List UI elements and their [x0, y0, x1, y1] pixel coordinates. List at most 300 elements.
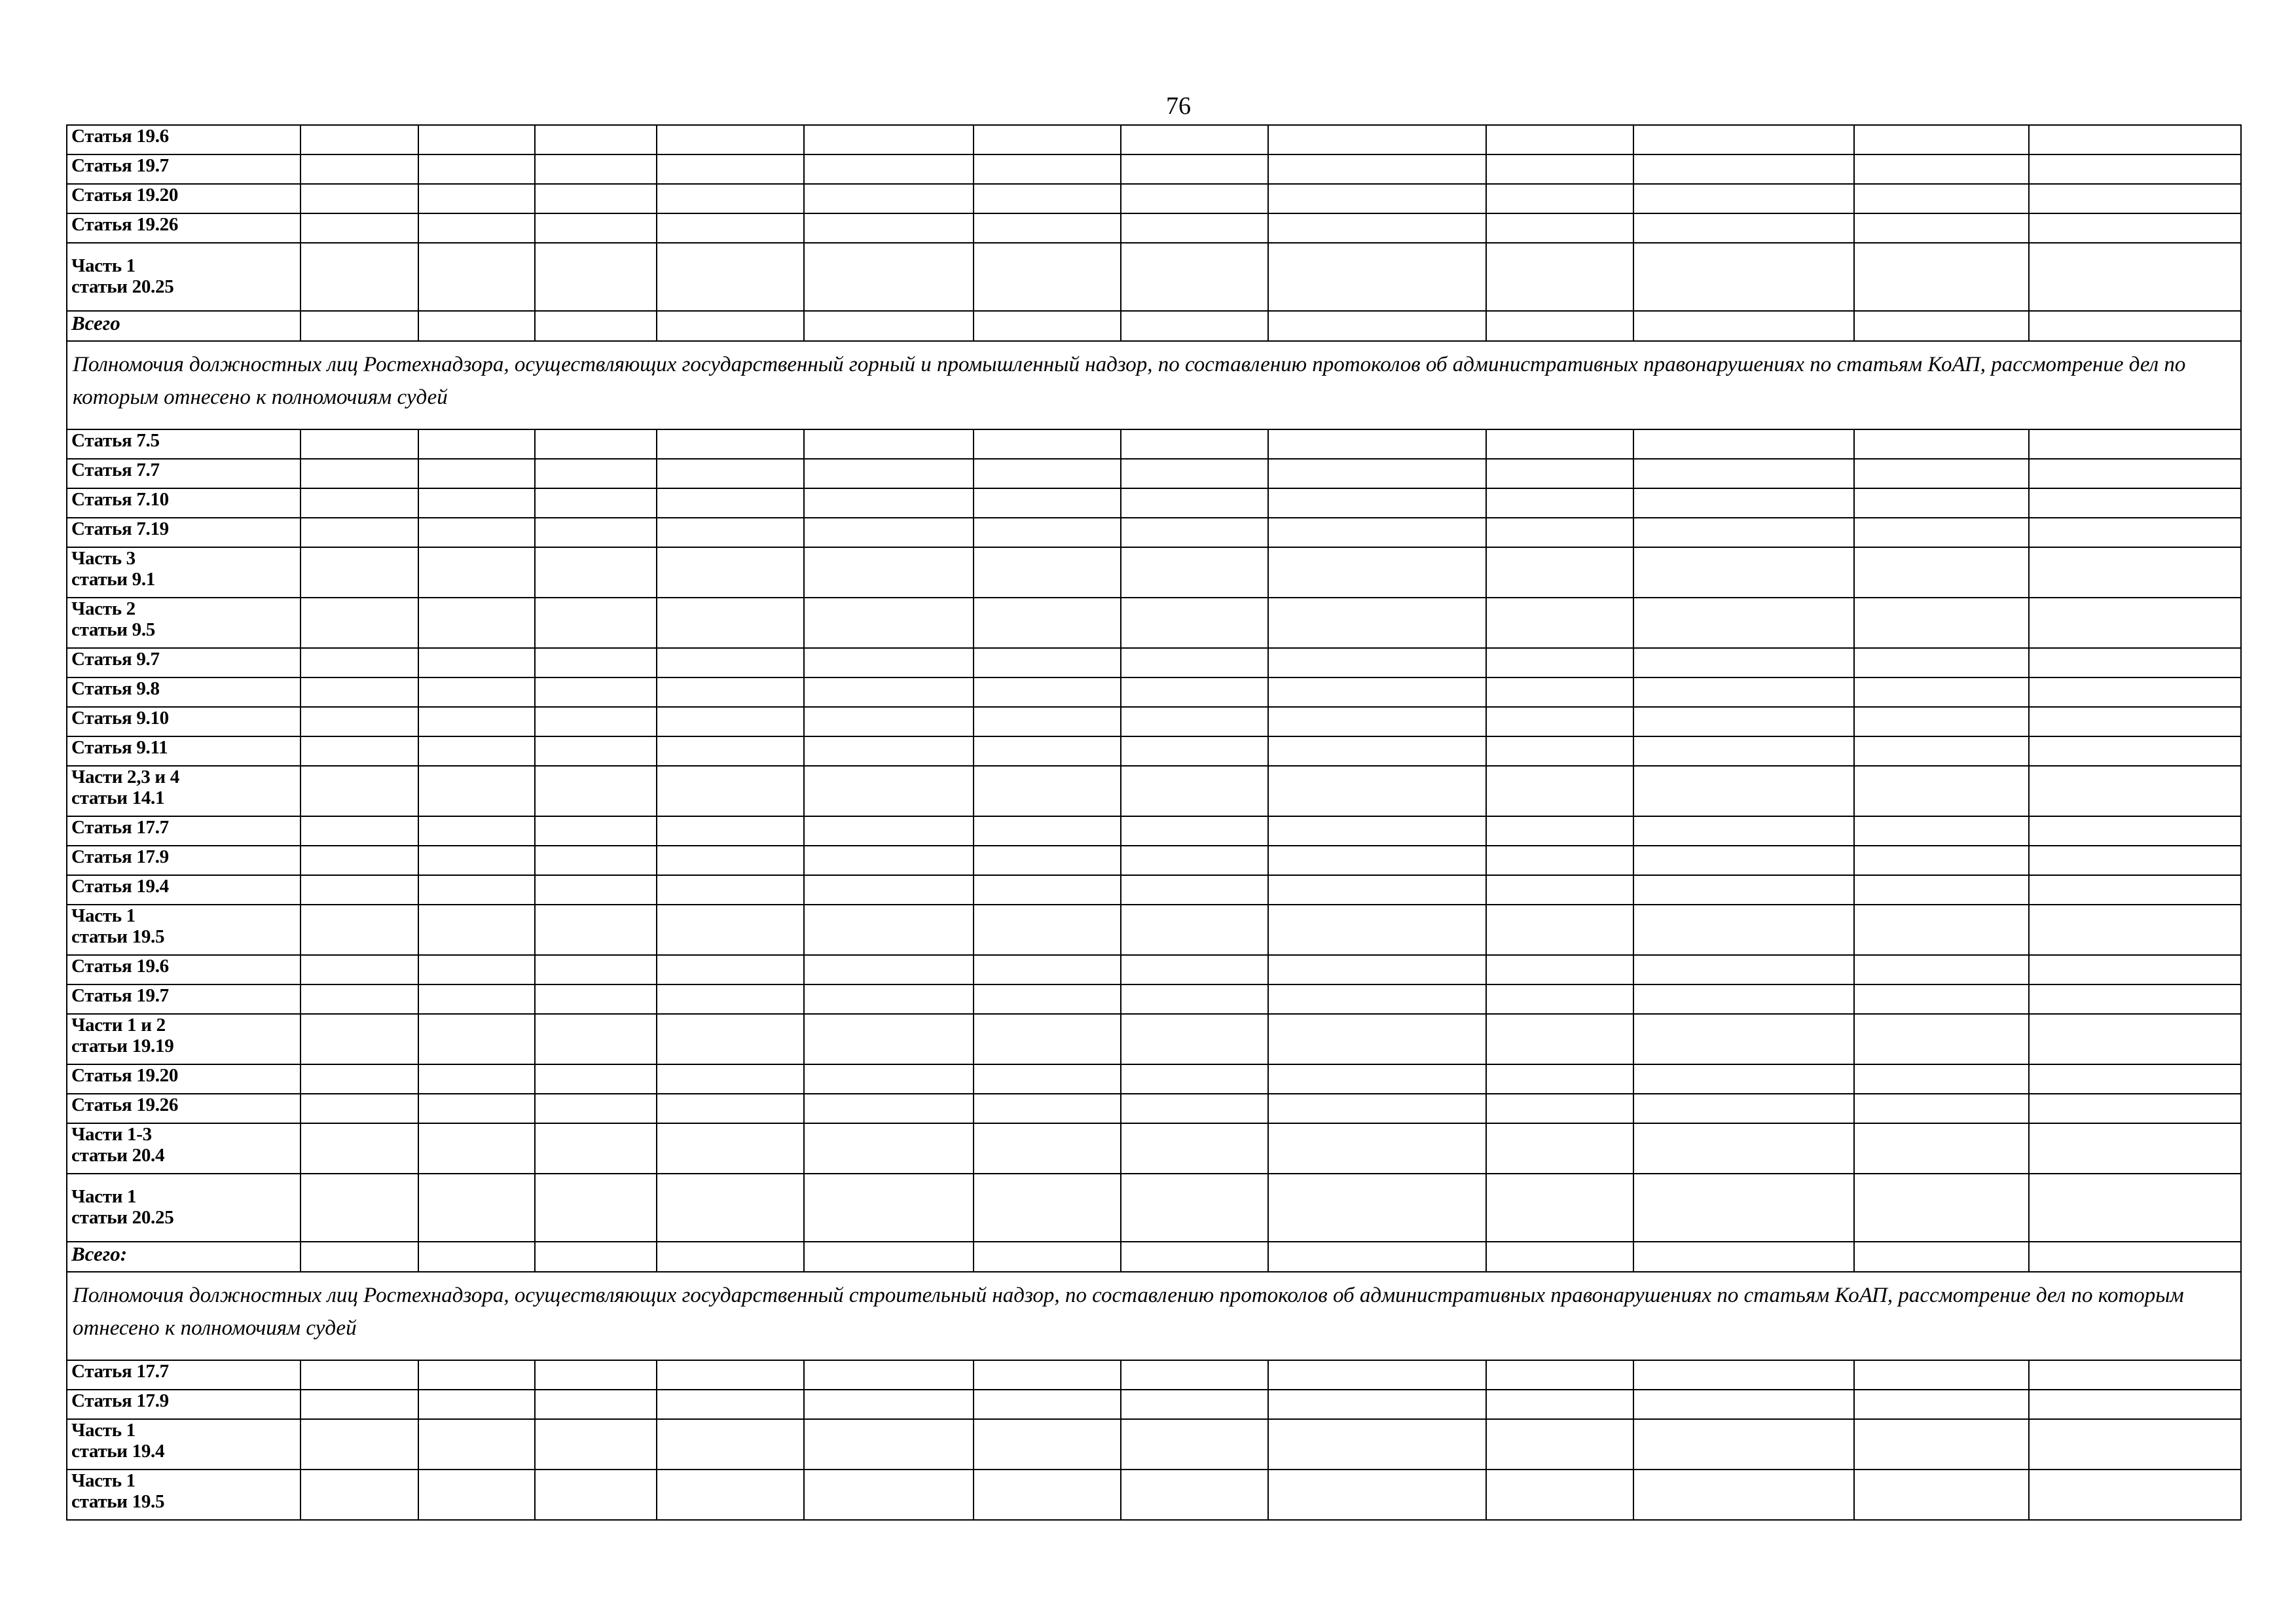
- empty-cell: [2029, 905, 2241, 955]
- empty-cell: [1268, 1390, 1486, 1419]
- empty-cell: [657, 955, 804, 984]
- empty-cell: [1633, 1064, 1854, 1094]
- empty-cell: [535, 1064, 657, 1094]
- empty-cell: [974, 736, 1121, 766]
- empty-cell: [2029, 875, 2241, 905]
- empty-cell: [2029, 154, 2241, 184]
- empty-cell: [657, 677, 804, 707]
- empty-cell: [1486, 213, 1633, 243]
- empty-cell: [1854, 816, 2029, 846]
- empty-cell: [535, 984, 657, 1014]
- empty-cell: [657, 1174, 804, 1242]
- empty-cell: [1268, 875, 1486, 905]
- empty-cell: [1121, 766, 1268, 816]
- empty-cell: [1121, 213, 1268, 243]
- row-label: Статья 9.10: [67, 707, 301, 736]
- row-label: Статья 7.10: [67, 488, 301, 518]
- empty-cell: [1268, 1014, 1486, 1064]
- empty-cell: [1268, 1242, 1486, 1272]
- empty-cell: [1854, 213, 2029, 243]
- empty-cell: [1268, 1470, 1486, 1520]
- empty-cell: [1633, 1174, 1854, 1242]
- empty-cell: [1633, 955, 1854, 984]
- empty-cell: [2029, 816, 2241, 846]
- empty-cell: [418, 518, 535, 547]
- empty-cell: [1121, 648, 1268, 677]
- empty-cell: [1854, 184, 2029, 213]
- empty-cell: [1854, 154, 2029, 184]
- empty-cell: [1486, 1094, 1633, 1123]
- row-label: Статья 17.7: [67, 1360, 301, 1390]
- empty-cell: [804, 1360, 974, 1390]
- empty-cell: [1268, 984, 1486, 1014]
- empty-cell: [974, 1123, 1121, 1174]
- empty-cell: [1633, 1360, 1854, 1390]
- empty-cell: [1633, 125, 1854, 154]
- empty-cell: [1633, 1390, 1854, 1419]
- empty-cell: [418, 648, 535, 677]
- empty-cell: [535, 736, 657, 766]
- empty-cell: [1121, 1174, 1268, 1242]
- empty-cell: [2029, 1064, 2241, 1094]
- empty-cell: [974, 311, 1121, 341]
- empty-cell: [535, 598, 657, 648]
- row-label: Статья 19.7: [67, 154, 301, 184]
- empty-cell: [804, 1014, 974, 1064]
- empty-cell: [1268, 311, 1486, 341]
- empty-cell: [301, 905, 418, 955]
- empty-cell: [1633, 677, 1854, 707]
- empty-cell: [1268, 1360, 1486, 1390]
- empty-cell: [1121, 1014, 1268, 1064]
- empty-cell: [974, 1094, 1121, 1123]
- empty-cell: [974, 1419, 1121, 1470]
- table-row: [67, 1390, 2241, 1419]
- empty-cell: [535, 429, 657, 459]
- empty-cell: [301, 677, 418, 707]
- empty-cell: [804, 905, 974, 955]
- empty-cell: [301, 1094, 418, 1123]
- empty-cell: [301, 984, 418, 1014]
- empty-cell: [657, 875, 804, 905]
- empty-cell: [1268, 429, 1486, 459]
- empty-cell: [535, 816, 657, 846]
- empty-cell: [804, 1174, 974, 1242]
- empty-cell: [1121, 429, 1268, 459]
- empty-cell: [974, 154, 1121, 184]
- empty-cell: [301, 736, 418, 766]
- empty-cell: [535, 154, 657, 184]
- empty-cell: [657, 598, 804, 648]
- table-row: [67, 1360, 2241, 1390]
- empty-cell: [1486, 984, 1633, 1014]
- empty-cell: [974, 707, 1121, 736]
- empty-cell: [804, 311, 974, 341]
- empty-cell: [418, 125, 535, 154]
- empty-cell: [301, 311, 418, 341]
- empty-cell: [418, 547, 535, 598]
- empty-cell: [974, 125, 1121, 154]
- empty-cell: [1633, 518, 1854, 547]
- empty-cell: [2029, 125, 2241, 154]
- empty-cell: [1854, 1094, 2029, 1123]
- empty-cell: [2029, 547, 2241, 598]
- empty-cell: [418, 311, 535, 341]
- empty-cell: [1486, 1470, 1633, 1520]
- empty-cell: [804, 1470, 974, 1520]
- table-row: [67, 846, 2241, 875]
- empty-cell: [974, 875, 1121, 905]
- empty-cell: [418, 1419, 535, 1470]
- empty-cell: [1268, 518, 1486, 547]
- section-title: Полномочия должностных лиц Ростехнадзора, осуществляющих государственный горный и промышленный надзор, по составлению протоколов об административных правонарушениях по статьям КоАП, рассмотрение дел по которым отнесено к полномочиям судей: [67, 341, 2241, 429]
- empty-cell: [804, 1390, 974, 1419]
- empty-cell: [2029, 984, 2241, 1014]
- empty-cell: [301, 1390, 418, 1419]
- empty-cell: [1486, 677, 1633, 707]
- empty-cell: [535, 125, 657, 154]
- empty-cell: [1268, 648, 1486, 677]
- empty-cell: [418, 1470, 535, 1520]
- empty-cell: [1486, 1360, 1633, 1390]
- empty-cell: [657, 648, 804, 677]
- total-label: Всего: [67, 311, 301, 341]
- empty-cell: [657, 154, 804, 184]
- empty-cell: [301, 154, 418, 184]
- empty-cell: [2029, 184, 2241, 213]
- empty-cell: [974, 648, 1121, 677]
- empty-cell: [1486, 429, 1633, 459]
- empty-cell: [1854, 905, 2029, 955]
- table-row: [67, 766, 2241, 816]
- empty-cell: [1633, 213, 1854, 243]
- empty-cell: [974, 547, 1121, 598]
- empty-cell: [2029, 1174, 2241, 1242]
- empty-cell: [1633, 766, 1854, 816]
- empty-cell: [1121, 1419, 1268, 1470]
- empty-cell: [1268, 766, 1486, 816]
- empty-cell: [1633, 1094, 1854, 1123]
- empty-cell: [2029, 213, 2241, 243]
- table-row: [67, 1470, 2241, 1520]
- empty-cell: [535, 1242, 657, 1272]
- empty-cell: [1633, 243, 1854, 311]
- empty-cell: [1268, 547, 1486, 598]
- empty-cell: [301, 1419, 418, 1470]
- empty-cell: [2029, 1094, 2241, 1123]
- empty-cell: [2029, 707, 2241, 736]
- empty-cell: [1121, 905, 1268, 955]
- table-row: [67, 598, 2241, 648]
- empty-cell: [1486, 1064, 1633, 1094]
- empty-cell: [657, 1242, 804, 1272]
- empty-cell: [1486, 905, 1633, 955]
- empty-cell: [418, 213, 535, 243]
- empty-cell: [1121, 1470, 1268, 1520]
- empty-cell: [418, 154, 535, 184]
- empty-cell: [2029, 846, 2241, 875]
- row-label: Статья 7.19: [67, 518, 301, 547]
- table-row: [67, 547, 2241, 598]
- empty-cell: [804, 1064, 974, 1094]
- empty-cell: [804, 213, 974, 243]
- empty-cell: [1121, 1242, 1268, 1272]
- empty-cell: [418, 243, 535, 311]
- empty-cell: [301, 547, 418, 598]
- empty-cell: [535, 518, 657, 547]
- empty-cell: [804, 598, 974, 648]
- empty-cell: [1121, 846, 1268, 875]
- row-label: Статья 9.11: [67, 736, 301, 766]
- empty-cell: [804, 488, 974, 518]
- empty-cell: [535, 547, 657, 598]
- empty-cell: [1121, 459, 1268, 488]
- empty-cell: [804, 707, 974, 736]
- empty-cell: [2029, 1014, 2241, 1064]
- empty-cell: [1121, 984, 1268, 1014]
- table-row: [67, 816, 2241, 846]
- empty-cell: [1854, 1242, 2029, 1272]
- empty-cell: [301, 213, 418, 243]
- empty-cell: [418, 1014, 535, 1064]
- empty-cell: [1486, 125, 1633, 154]
- empty-cell: [804, 677, 974, 707]
- empty-cell: [2029, 429, 2241, 459]
- empty-cell: [535, 1470, 657, 1520]
- empty-cell: [804, 1123, 974, 1174]
- empty-cell: [1486, 459, 1633, 488]
- table-row: [67, 1123, 2241, 1174]
- empty-cell: [804, 816, 974, 846]
- total-row: [67, 311, 2241, 341]
- empty-cell: [301, 1360, 418, 1390]
- empty-cell: [1121, 707, 1268, 736]
- empty-cell: [657, 707, 804, 736]
- empty-cell: [1633, 707, 1854, 736]
- empty-cell: [1854, 846, 2029, 875]
- empty-cell: [1268, 955, 1486, 984]
- empty-cell: [2029, 677, 2241, 707]
- empty-cell: [301, 1014, 418, 1064]
- row-label: Статья 17.7: [67, 816, 301, 846]
- row-label: Части 2,3 и 4 статьи 14.1: [67, 766, 301, 816]
- row-label: Статья 9.8: [67, 677, 301, 707]
- table-row: [67, 243, 2241, 311]
- empty-cell: [657, 518, 804, 547]
- empty-cell: [804, 1094, 974, 1123]
- empty-cell: [1268, 125, 1486, 154]
- empty-cell: [535, 1390, 657, 1419]
- empty-cell: [657, 488, 804, 518]
- empty-cell: [974, 459, 1121, 488]
- empty-cell: [1486, 875, 1633, 905]
- empty-cell: [1486, 1014, 1633, 1064]
- empty-cell: [301, 648, 418, 677]
- empty-cell: [657, 1470, 804, 1520]
- empty-cell: [1268, 213, 1486, 243]
- row-label: Части 1-3 статьи 20.4: [67, 1123, 301, 1174]
- row-label: Часть 1 статьи 19.5: [67, 905, 301, 955]
- empty-cell: [804, 547, 974, 598]
- empty-cell: [974, 488, 1121, 518]
- empty-cell: [974, 1470, 1121, 1520]
- empty-cell: [535, 459, 657, 488]
- empty-cell: [1268, 816, 1486, 846]
- table-row: [67, 1014, 2241, 1064]
- empty-cell: [804, 184, 974, 213]
- empty-cell: [974, 1242, 1121, 1272]
- empty-cell: [974, 1360, 1121, 1390]
- table-row: [67, 875, 2241, 905]
- empty-cell: [2029, 955, 2241, 984]
- empty-cell: [2029, 736, 2241, 766]
- table-row: [67, 125, 2241, 154]
- table-row: [67, 1094, 2241, 1123]
- section-header-row: [67, 341, 2241, 429]
- empty-cell: [657, 1064, 804, 1094]
- empty-cell: [535, 707, 657, 736]
- empty-cell: [1854, 311, 2029, 341]
- empty-cell: [1633, 736, 1854, 766]
- row-label: Части 1 и 2 статьи 19.19: [67, 1014, 301, 1064]
- empty-cell: [1486, 816, 1633, 846]
- empty-cell: [1854, 1014, 2029, 1064]
- empty-cell: [657, 243, 804, 311]
- empty-cell: [1486, 518, 1633, 547]
- empty-cell: [418, 846, 535, 875]
- empty-cell: [1121, 816, 1268, 846]
- row-label: Часть 3 статьи 9.1: [67, 547, 301, 598]
- empty-cell: [1121, 736, 1268, 766]
- empty-cell: [1633, 1123, 1854, 1174]
- empty-cell: [301, 707, 418, 736]
- empty-cell: [418, 816, 535, 846]
- empty-cell: [1854, 125, 2029, 154]
- empty-cell: [2029, 518, 2241, 547]
- empty-cell: [2029, 488, 2241, 518]
- empty-cell: [1486, 1419, 1633, 1470]
- empty-cell: [1268, 459, 1486, 488]
- empty-cell: [1486, 736, 1633, 766]
- empty-cell: [1854, 984, 2029, 1014]
- table-row: [67, 459, 2241, 488]
- empty-cell: [804, 875, 974, 905]
- empty-cell: [535, 243, 657, 311]
- table-row: [67, 518, 2241, 547]
- empty-cell: [1486, 707, 1633, 736]
- empty-cell: [301, 429, 418, 459]
- empty-cell: [657, 1123, 804, 1174]
- empty-cell: [804, 846, 974, 875]
- empty-cell: [1121, 154, 1268, 184]
- empty-cell: [1633, 154, 1854, 184]
- empty-cell: [418, 459, 535, 488]
- empty-cell: [974, 184, 1121, 213]
- empty-cell: [974, 243, 1121, 311]
- empty-cell: [1854, 736, 2029, 766]
- empty-cell: [1633, 1419, 1854, 1470]
- empty-cell: [974, 984, 1121, 1014]
- empty-cell: [1854, 1174, 2029, 1242]
- empty-cell: [1633, 816, 1854, 846]
- empty-cell: [1121, 955, 1268, 984]
- empty-cell: [418, 1390, 535, 1419]
- empty-cell: [1854, 488, 2029, 518]
- page-number: 76: [1166, 92, 1191, 120]
- empty-cell: [1121, 1064, 1268, 1094]
- empty-cell: [1633, 1242, 1854, 1272]
- empty-cell: [974, 955, 1121, 984]
- empty-cell: [2029, 766, 2241, 816]
- empty-cell: [657, 1014, 804, 1064]
- table-row: [67, 984, 2241, 1014]
- empty-cell: [657, 1094, 804, 1123]
- empty-cell: [301, 955, 418, 984]
- empty-cell: [974, 1390, 1121, 1419]
- empty-cell: [657, 459, 804, 488]
- empty-cell: [2029, 1360, 2241, 1390]
- empty-cell: [657, 213, 804, 243]
- empty-cell: [657, 125, 804, 154]
- empty-cell: [1854, 955, 2029, 984]
- empty-cell: [1268, 1064, 1486, 1094]
- empty-cell: [1854, 243, 2029, 311]
- empty-cell: [657, 1419, 804, 1470]
- empty-cell: [301, 1064, 418, 1094]
- table-row: [67, 213, 2241, 243]
- empty-cell: [804, 648, 974, 677]
- empty-cell: [1486, 598, 1633, 648]
- empty-cell: [974, 677, 1121, 707]
- empty-cell: [1854, 429, 2029, 459]
- empty-cell: [804, 459, 974, 488]
- empty-cell: [1633, 184, 1854, 213]
- empty-cell: [1268, 736, 1486, 766]
- row-label: Статья 17.9: [67, 846, 301, 875]
- empty-cell: [2029, 1123, 2241, 1174]
- empty-cell: [1854, 547, 2029, 598]
- row-label: Статья 19.20: [67, 1064, 301, 1094]
- empty-cell: [974, 429, 1121, 459]
- empty-cell: [2029, 311, 2241, 341]
- empty-cell: [1121, 184, 1268, 213]
- empty-cell: [1854, 1360, 2029, 1390]
- empty-cell: [418, 984, 535, 1014]
- empty-cell: [2029, 243, 2241, 311]
- empty-cell: [301, 1470, 418, 1520]
- row-label: Статья 19.26: [67, 213, 301, 243]
- empty-cell: [657, 736, 804, 766]
- empty-cell: [974, 213, 1121, 243]
- row-label: Часть 1 статьи 19.4: [67, 1419, 301, 1470]
- empty-cell: [1268, 598, 1486, 648]
- empty-cell: [1121, 1360, 1268, 1390]
- row-label: Статья 19.20: [67, 184, 301, 213]
- empty-cell: [1486, 955, 1633, 984]
- empty-cell: [1121, 125, 1268, 154]
- empty-cell: [1486, 243, 1633, 311]
- empty-cell: [1121, 1123, 1268, 1174]
- empty-cell: [418, 1360, 535, 1390]
- table-row: [67, 429, 2241, 459]
- empty-cell: [1854, 677, 2029, 707]
- row-label: Статья 7.7: [67, 459, 301, 488]
- empty-cell: [1486, 311, 1633, 341]
- empty-cell: [301, 1242, 418, 1272]
- empty-cell: [418, 766, 535, 816]
- empty-cell: [301, 125, 418, 154]
- empty-cell: [1268, 184, 1486, 213]
